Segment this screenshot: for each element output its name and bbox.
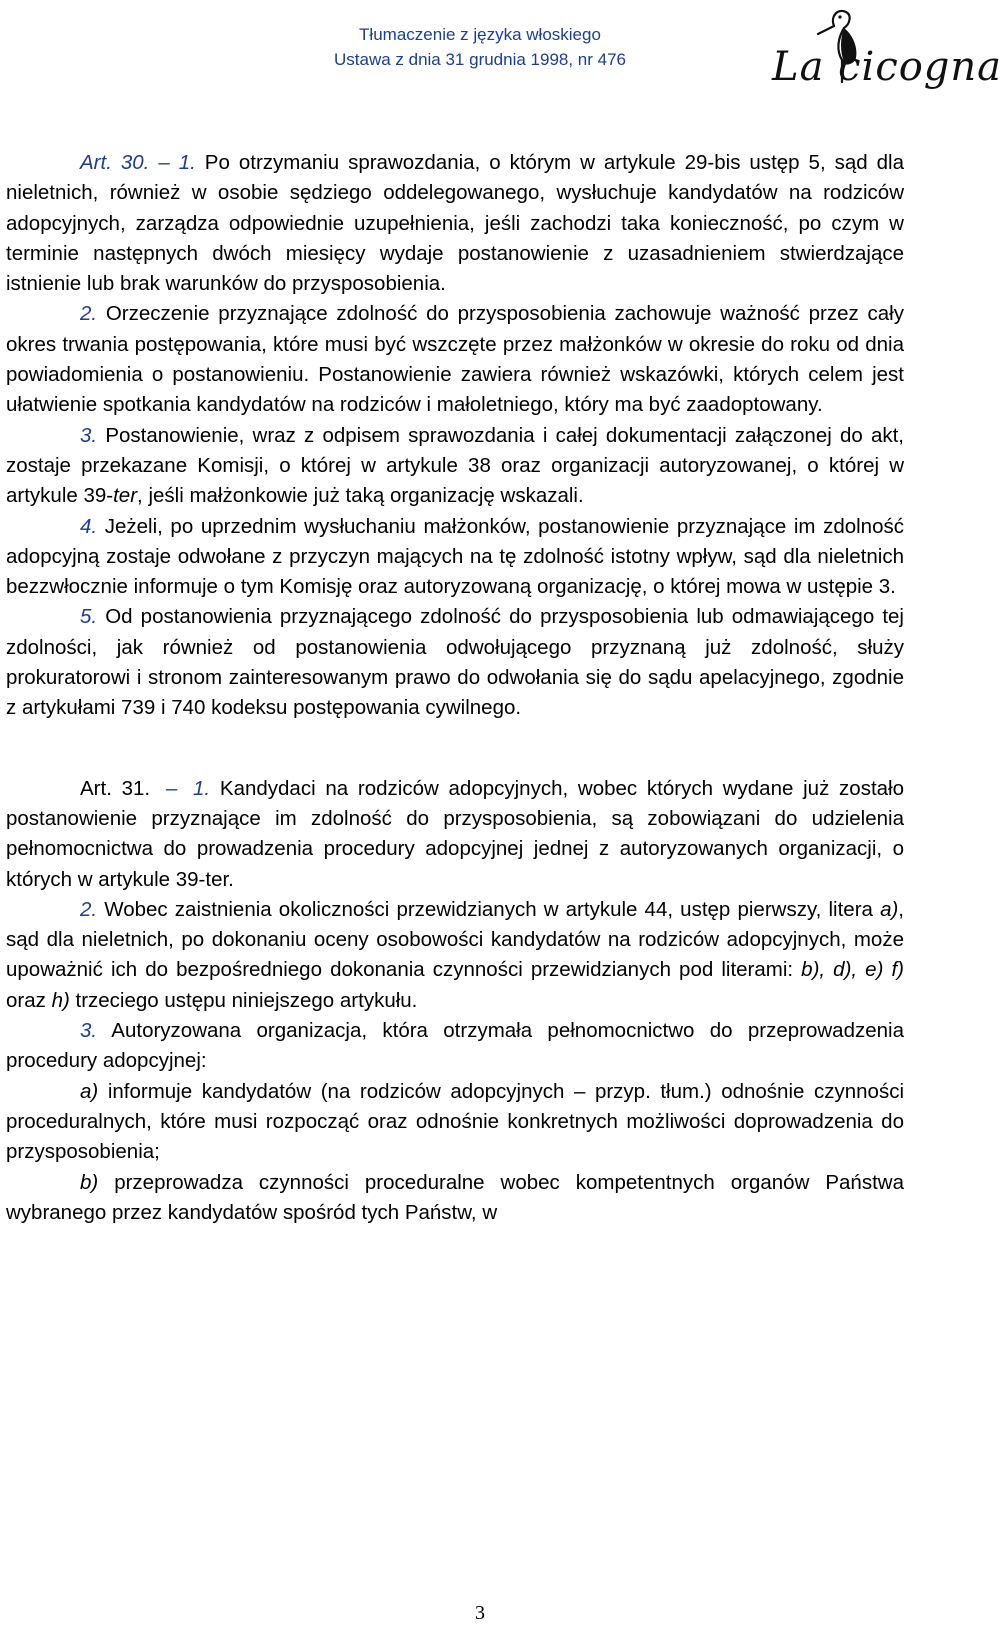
art31-text-3: Autoryzowana organizacja, która otrzymała pełnomocnictwo do przeprowadzenia procedury adopcyjnej:	[6, 1019, 904, 1073]
art31-dash: –	[165, 776, 178, 800]
header-line-translation: Tłumaczenie z języka włoskiego	[359, 25, 601, 44]
art30-paragraph-4	[6, 512, 904, 603]
art30-number-5: 5.	[80, 605, 98, 629]
art31-paragraph-1	[6, 774, 904, 895]
art30-paragraph-3	[6, 421, 904, 512]
art30-text-5: Od postanowienia przyznającego zdolność do przysposobienia lub odmawiającego tej zdolności, jak również od postanowienia odwołującego przyznaną już zdolność, służy prokuratorowi i stronom zainteresowanym prawo do odwołania się do sądu apelacyjnego, zgodnie z artykułami 739 i 740 kodeksu postępowania cywilnego.	[6, 605, 904, 720]
art31-number-3: 3.	[80, 1019, 98, 1043]
art31-item-b	[6, 1168, 904, 1229]
art31-letter-h: h)	[51, 988, 70, 1012]
art31-text-2a: Wobec zaistnienia okoliczności przewidzianych w artykule 44, ustęp pierwszy, litera	[104, 897, 881, 921]
art31-letters: b), d), e) f)	[801, 958, 904, 982]
art30-number-3: 3.	[80, 423, 98, 447]
logo	[772, 4, 1002, 104]
art30-paragraph-1	[6, 148, 904, 299]
art31-item-a	[6, 1077, 904, 1168]
art30-text-1: Po otrzymaniu sprawozdania, o którym w artykule 29-bis ustęp 5, sąd dla nieletnich, również w osobie sędziego oddelegowanego, wysłuchuje kandydatów na rodziców adopcyjnych, zarządza odpowiednie uzupełnienia, jeśli zachodzi taka konieczność, po czym w terminie następnych dwóch miesięcy wydaje postanowienie z uzasadnieniem stwierdzające istnienie lub brak warunków do przysposobienia.	[6, 151, 904, 296]
page-header	[0, 22, 1002, 102]
art30-text-3b: , jeśli małżonkowie już taką organizację wskazali.	[137, 484, 584, 508]
art30-text-2: Orzeczenie przyznające zdolność do przysposobienia zachowuje ważność przez cały okres trwania postępowania, które musi być wszczęte przez małżonków w okresie do roku od dnia powiadomienia o postanowieniu. Postanowienie zawiera również wskazówki, których celem jest ułatwienie spotkania kandydatów na rodziców i małoletniego, który ma być zaadoptowany.	[6, 302, 904, 417]
art31-item-a-text: informuje kandydatów (na rodziców adopcyjnych – przyp. tłum.) odnośnie czynności proceduralnych, które musi rozpocząć oraz odnośnie konkretnych możliwości doprowadzenia do przysposobienia;	[6, 1079, 904, 1164]
art31-number-1: 1.	[193, 776, 211, 800]
art30-text-4: Jeżeli, po uprzednim wysłuchaniu małżonków, postanowienie przyznające im zdolność adopcyjną zostaje odwołane z przyczyn mających na tę zdolność istotny wpływ, sąd dla nieletnich bezzwłocznie informuje o tym Komisję oraz autoryzowaną organizację, o której mowa w ustępie 3.	[6, 514, 904, 599]
art31-text-2b: , sąd dla nieletnich, po dokonaniu oceny osobowości kandydatów na rodziców adopcyjnych, może upoważnić ich do bezpośredniego dokonania czynności przewidzianych pod literami:	[6, 897, 904, 982]
art31-text-2c: oraz	[6, 988, 52, 1012]
art31-text-1: Kandydaci na rodziców adopcyjnych, wobec których wydane już zostało postanowienie przyznające im zdolność do przysposobienia, są zobowiązani do udzielenia pełnomocnictwa do prowadzenia procedury adopcyjnej jednej z autoryzowanych organizacji, o których w artykule 39-ter.	[6, 776, 905, 891]
header-text	[270, 22, 690, 72]
art30-paragraph-5	[6, 602, 904, 723]
art30-paragraph-2	[6, 299, 904, 420]
art31-paragraph-2	[6, 895, 904, 1016]
page-number: 3	[475, 1602, 485, 1624]
art31-item-b-text: przeprowadza czynności proceduralne wobec kompetentnych organów Państwa wybranego przez kandydatów spośród tych Państw, w	[6, 1170, 904, 1224]
document-body	[6, 148, 904, 1228]
art31-item-a-letter: a)	[80, 1079, 99, 1103]
art30-number-4: 4.	[80, 514, 98, 538]
art31-text-2d: trzeciego ustępu niniejszego artykułu.	[69, 988, 418, 1012]
art30-ter: ter	[113, 484, 138, 508]
art30-heading: Art. 30. – 1.	[80, 151, 196, 174]
article-spacer	[6, 724, 904, 774]
art31-heading: Art. 31.	[80, 776, 151, 800]
header-line-law: Ustawa z dnia 31 grudnia 1998, nr 476	[333, 50, 627, 69]
art31-letter-a: a)	[880, 897, 899, 921]
art30-number-2: 2.	[80, 302, 98, 326]
art30-text-3a: Postanowienie, wraz z odpisem sprawozdania i całej dokumentacji załączonej do akt, zostaje przekazane Komisji, o której w artykule 38 oraz organizacji autoryzowanej, o której w artykule 39-	[6, 423, 904, 508]
art31-number-2: 2.	[80, 897, 98, 921]
logo-text: La cicogna	[772, 44, 1002, 90]
art31-item-b-letter: b)	[80, 1170, 99, 1194]
art31-paragraph-3	[6, 1016, 904, 1077]
